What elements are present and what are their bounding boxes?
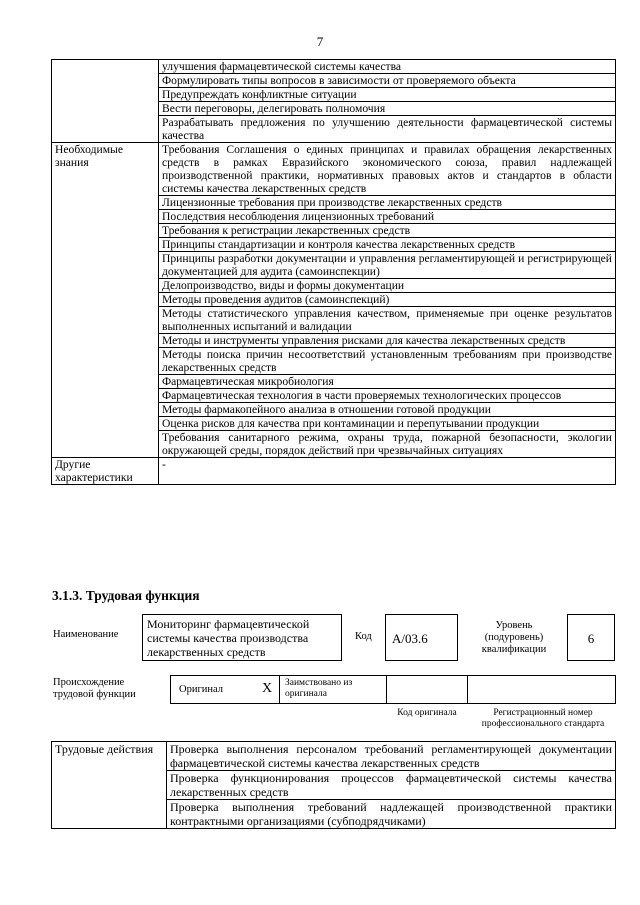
table-row <box>52 60 616 74</box>
code-label: Код <box>355 631 372 642</box>
knowledge-item: Методы поиска причин несоответствий установленным требованиям при производстве лекарственных средств <box>159 348 616 375</box>
original-cell <box>170 675 280 704</box>
knowledge-item: Оценка рисков для качества при контаминации и перепутывании продукции <box>159 417 616 431</box>
table-row <box>52 143 616 196</box>
other-value: - <box>159 458 616 485</box>
other-label: Другие характеристики <box>52 458 159 485</box>
function-name: Мониторинг фармацевтической системы качества производства лекарственных средств <box>142 614 342 661</box>
skills-label-cell <box>52 60 159 143</box>
code-original-label: Код оригинала <box>397 708 457 718</box>
knowledge-item: Делопроизводство, виды и формы документации <box>159 279 616 293</box>
knowledge-item: Требования санитарного режима, охраны труда, пожарной безопасности, экологии окружающей среды, порядок действий при чрезвычайных ситуациях <box>159 431 616 458</box>
knowledge-item: Методы проведения аудитов (самоинспекций) <box>159 293 616 307</box>
labor-action-item: Проверка выполнения требований надлежащей производственной практики контрактными организациями (субподрядчиками) <box>167 800 616 829</box>
knowledge-label: Необходимые знания <box>52 143 159 458</box>
table-row <box>52 458 616 485</box>
knowledge-item: Последствия несоблюдения лицензионных требований <box>159 210 616 224</box>
competency-table <box>51 59 616 485</box>
knowledge-item: Методы и инструменты управления рисками для качества лекарственных средств <box>159 334 616 348</box>
knowledge-item: Требования Соглашения о единых принципах и правилах обращения лекарственных средств в рамках Евразийского экономического союза, правил надлежащей производственной практики, нормативных правовых актов и стандартов в области системы качества лекарственных средств <box>159 143 616 196</box>
knowledge-item: Методы фармакопейного анализа в отношении готовой продукции <box>159 403 616 417</box>
reg-number-cell <box>467 675 616 704</box>
table-row <box>52 742 616 771</box>
skill-item: Предупреждать конфликтные ситуации <box>159 88 616 102</box>
knowledge-item: Лицензионные требования при производстве лекарственных средств <box>159 196 616 210</box>
labor-actions-table <box>51 741 616 829</box>
reg-number-label: Регистрационный номер профессионального стандарта <box>481 708 605 729</box>
borrowed-label: Заимствовано из оригинала <box>279 675 387 704</box>
page-number: 7 <box>316 34 324 49</box>
qualification-level: 6 <box>567 614 615 661</box>
name-label: Наименование <box>53 629 119 640</box>
knowledge-item: Требования к регистрации лекарственных средств <box>159 224 616 238</box>
knowledge-item: Методы статистического управления качеством, применяемые при оценке результатов выполненных испытаний и валидации <box>159 307 616 334</box>
original-mark: Х <box>262 681 273 696</box>
level-label: Уровень (подуровень) квалификации <box>481 620 547 655</box>
skill-item: Разрабатывать предложения по улучшению деятельности фармацевтической системы качества <box>159 116 616 143</box>
labor-action-item: Проверка выполнения персоналом требований регламентирующей документации фармацевтической системы качества лекарственных средств <box>167 742 616 771</box>
original-code-cell <box>386 675 468 704</box>
skill-item: Вести переговоры, делегировать полномочия <box>159 102 616 116</box>
knowledge-item: Фармацевтическая микробиология <box>159 375 616 389</box>
original-label: Оригинал <box>179 684 223 695</box>
function-code: А/03.6 <box>385 614 458 661</box>
skill-item: Формулировать типы вопросов в зависимости от проверяемого объекта <box>159 74 616 88</box>
knowledge-item: Принципы разработки документации и управления регламентирующей и регистрирующей документацией для аудита (самоинспекции) <box>159 252 616 279</box>
knowledge-item: Принципы стандартизации и контроля качества лекарственных средств <box>159 238 616 252</box>
knowledge-item: Фармацевтическая технология в части проверяемых технологических процессов <box>159 389 616 403</box>
skill-item: улучшения фармацевтической системы качества <box>159 60 616 74</box>
labor-action-item: Проверка функционирования процессов фармацевтической системы качества лекарственных средств <box>167 771 616 800</box>
labor-actions-label: Трудовые действия <box>52 742 167 829</box>
section-title: 3.1.3. Трудовая функция <box>52 588 200 603</box>
origin-label: Происхождение трудовой функции <box>53 677 136 700</box>
